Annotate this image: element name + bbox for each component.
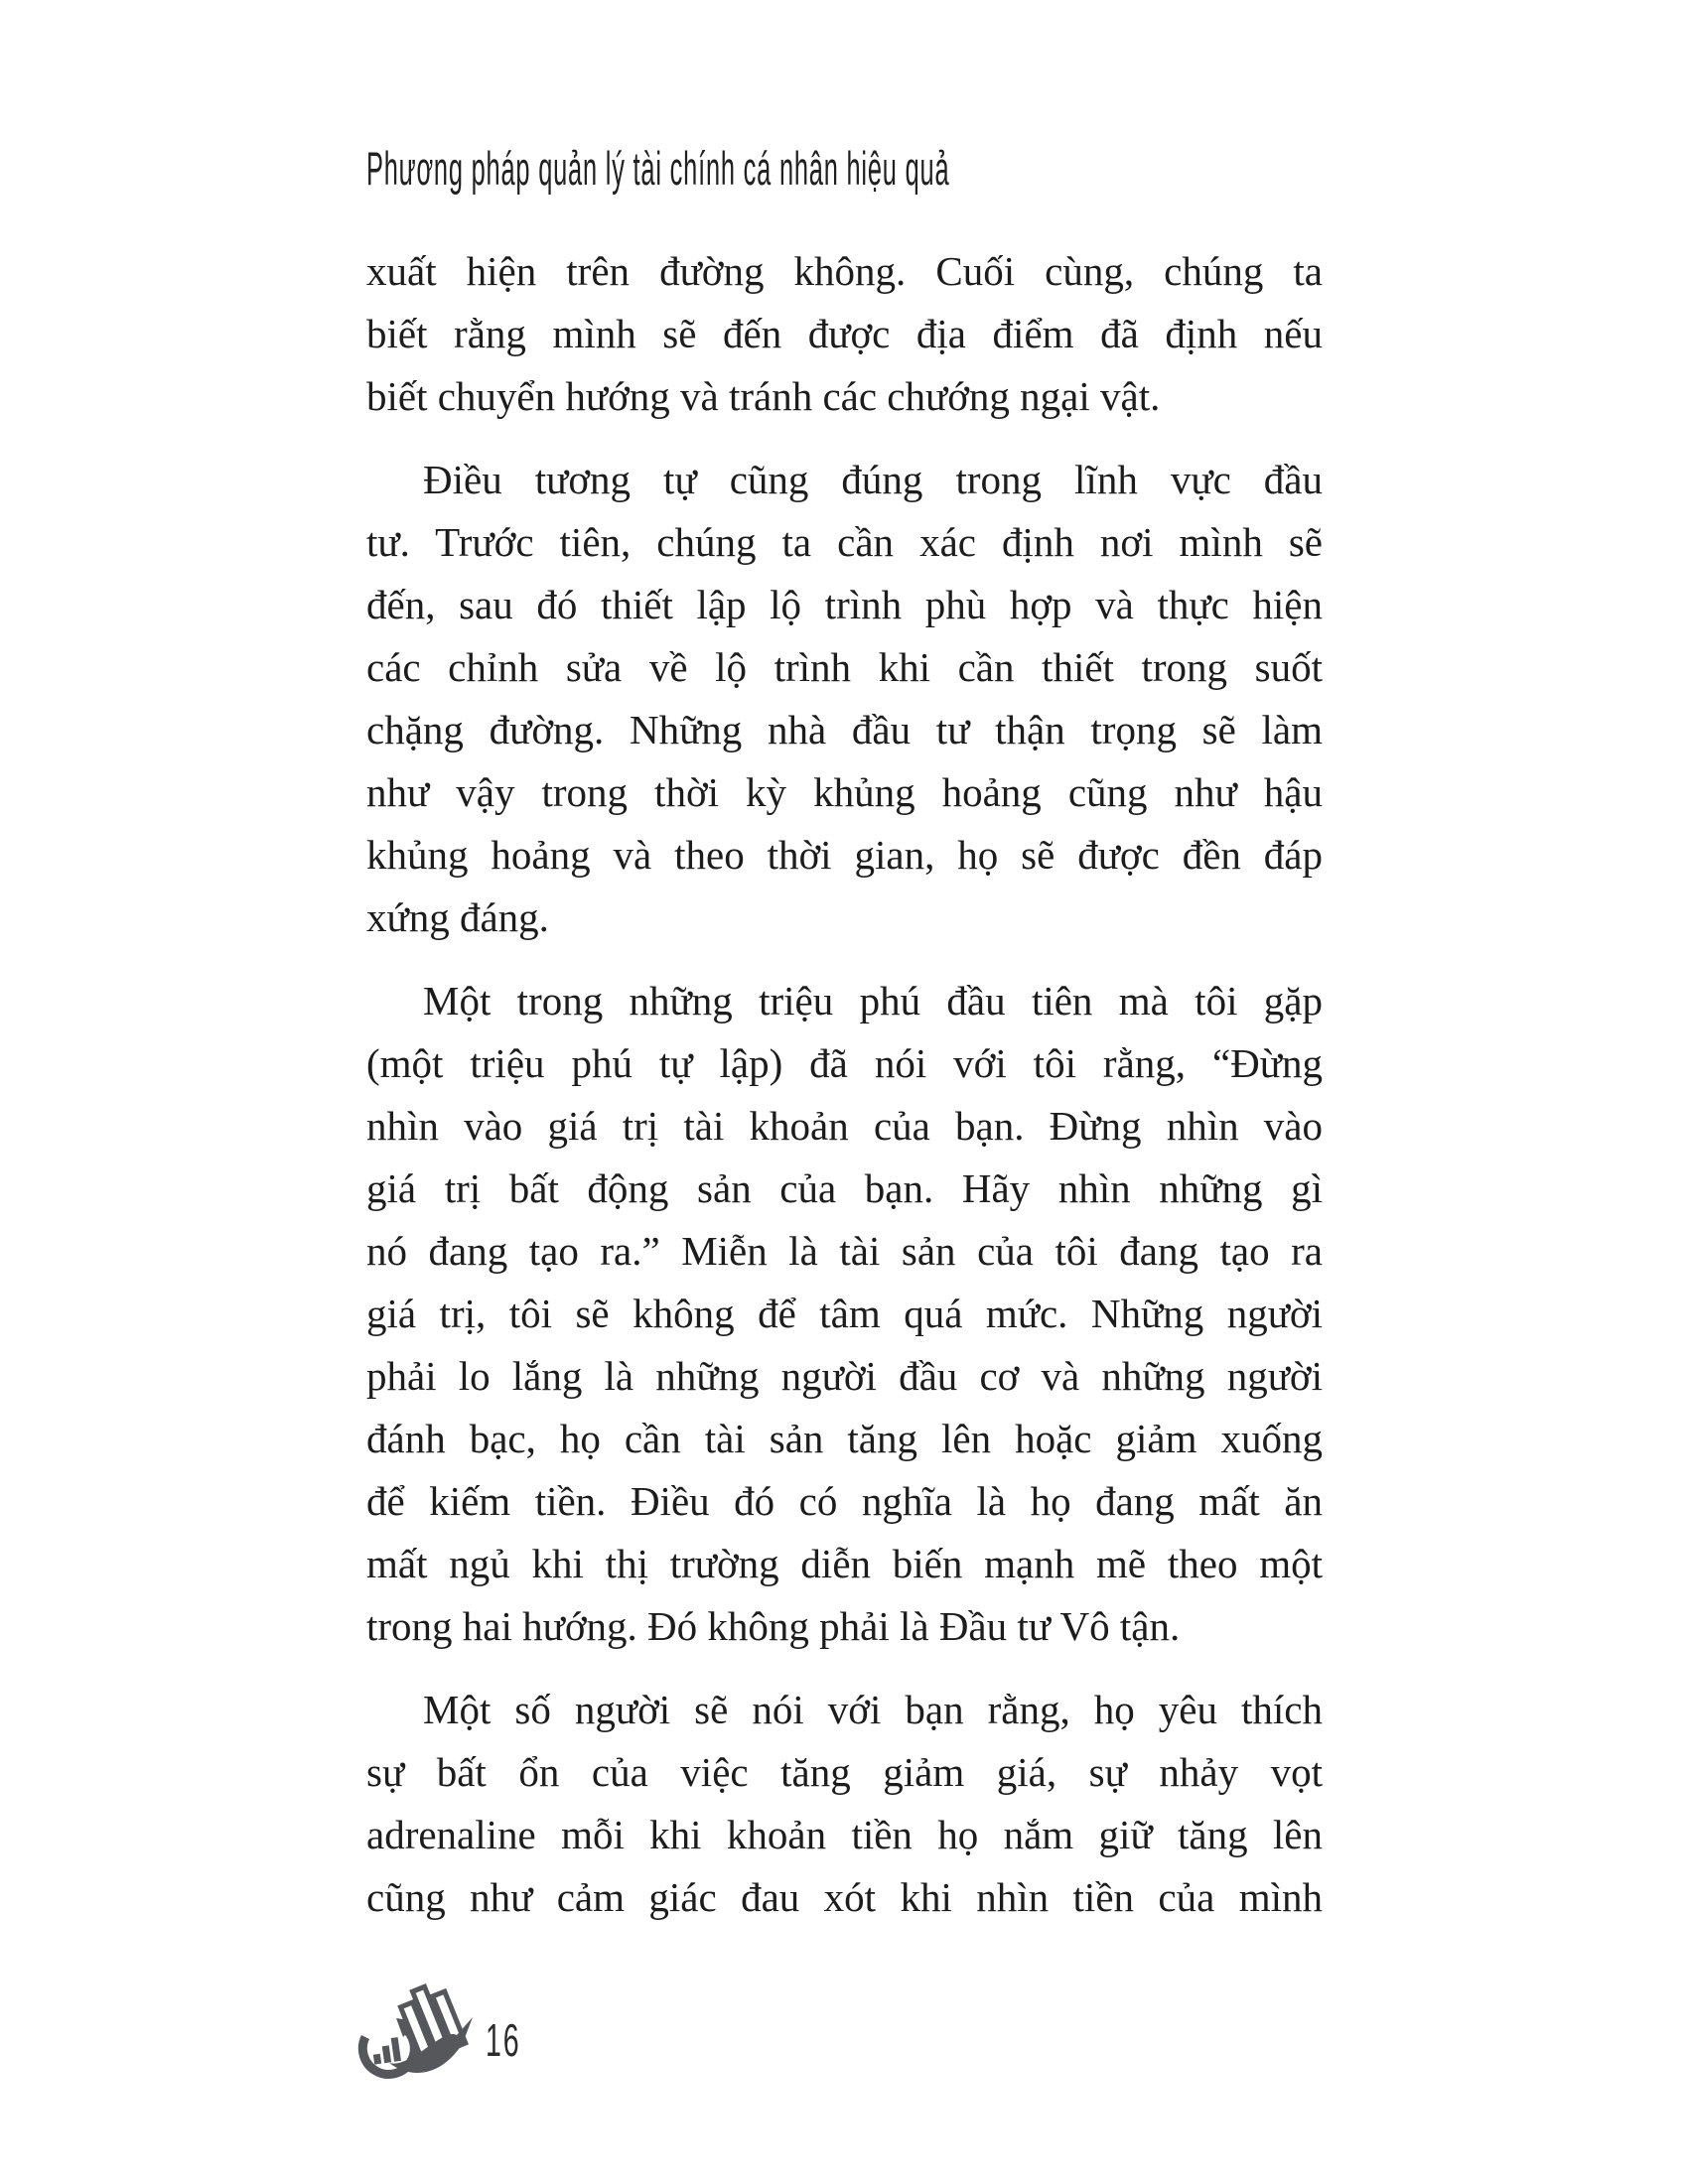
body-line: nó đang tạo ra.” Miễn là tài sản của tôi đang tạo ra — [366, 1228, 1323, 1274]
body-line: xứng đáng. — [366, 894, 549, 940]
body-line: để kiếm tiền. Điều đó có nghĩa là họ đang mất ăn — [366, 1478, 1323, 1524]
body-line: biết rằng mình sẽ đến được địa điểm đã định nếu — [366, 311, 1323, 356]
body-line: biết chuyển hướng và tránh các chướng ngại vật. — [366, 373, 1161, 419]
body-line: Điều tương tự cũng đúng trong lĩnh vực đầu — [423, 457, 1323, 502]
body-line: như vậy trong thời kỳ khủng hoảng cũng như hậu — [366, 769, 1323, 815]
paragraph — [366, 1679, 1323, 1929]
body-line: adrenaline mỗi khi khoản tiền họ nắm giữ tăng lên — [366, 1812, 1323, 1857]
body-line: mất ngủ khi thị trường diễn biến mạnh mẽ theo một — [366, 1541, 1323, 1586]
body-line: (một triệu phú tự lập) đã nói với tôi rằng, “Đừng — [366, 1040, 1323, 1086]
paragraph — [366, 240, 1323, 428]
body-line: giá trị, tôi sẽ không để tâm quá mức. Những người — [366, 1291, 1323, 1336]
body-line: sự bất ổn của việc tăng giảm giá, sự nhảy vọt — [366, 1749, 1323, 1795]
body-line: các chỉnh sửa về lộ trình khi cần thiết trong suốt — [366, 644, 1323, 690]
body-line: đến, sau đó thiết lập lộ trình phù hợp và thực hiện — [366, 582, 1323, 627]
paragraph — [366, 449, 1323, 949]
body-line: trong hai hướng. Đó không phải là Đầu tư Vô tận. — [366, 1603, 1181, 1649]
body-line: đánh bạc, họ cần tài sản tăng lên hoặc giảm xuống — [366, 1416, 1323, 1461]
body-line: Một trong những triệu phú đầu tiên mà tôi gặp — [423, 978, 1323, 1024]
bar-chart-buildings-swoosh-logo-icon — [350, 1981, 479, 2085]
body-line: chặng đường. Những nhà đầu tư thận trọng sẽ làm — [366, 707, 1323, 752]
body-line: khủng hoảng và theo thời gian, họ sẽ được đền đáp — [366, 832, 1323, 878]
paragraph — [366, 970, 1323, 1658]
body-line: cũng như cảm giác đau xót khi nhìn tiền của mình — [366, 1874, 1323, 1920]
body-line: tư. Trước tiên, chúng ta cần xác định nơi mình sẽ — [366, 519, 1323, 565]
body-line: Một số người sẽ nói với bạn rằng, họ yêu thích — [423, 1687, 1323, 1732]
running-head-title: Phương pháp quản lý tài chính cá nhân hiệu quả — [366, 142, 950, 195]
body-text — [366, 240, 1323, 1929]
body-line: phải lo lắng là những người đầu cơ và những người — [366, 1353, 1323, 1399]
page-number: 16 — [486, 2014, 521, 2066]
body-line: nhìn vào giá trị tài khoản của bạn. Đừng nhìn vào — [366, 1103, 1323, 1149]
body-line: xuất hiện trên đường không. Cuối cùng, chúng ta — [366, 248, 1323, 294]
body-line: giá trị bất động sản của bạn. Hãy nhìn những gì — [366, 1165, 1323, 1211]
